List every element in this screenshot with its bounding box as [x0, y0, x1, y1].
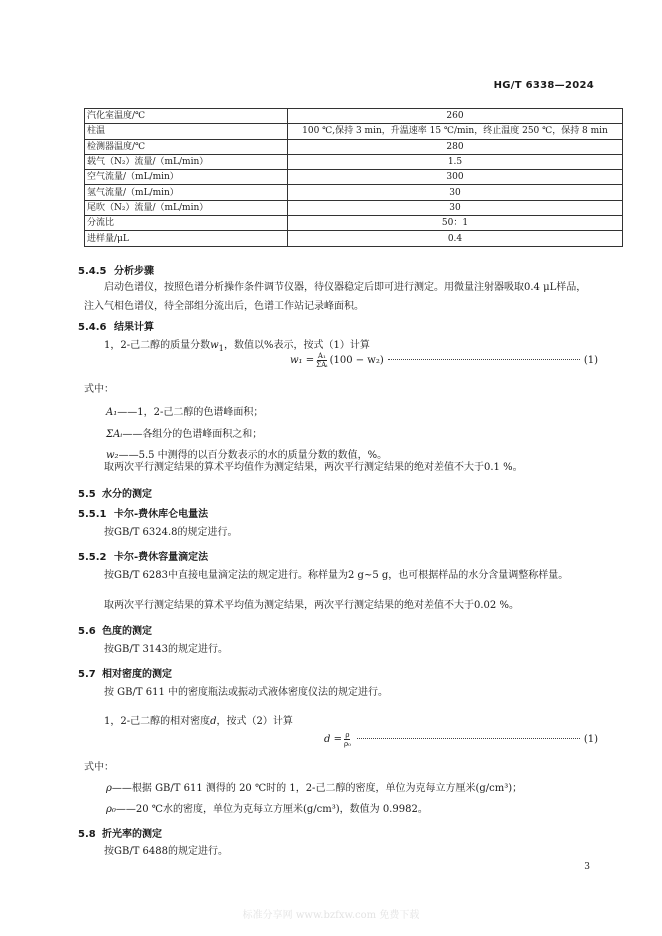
intro-text: 1，2-己二醇的相对密度	[104, 716, 211, 727]
section-number: 5.5.2	[78, 552, 107, 563]
eq-lhs: d =	[324, 734, 342, 745]
intro-text: ，按式（2）计算	[216, 716, 293, 727]
param-cell: 氢气流量/（mL/min）	[85, 185, 288, 200]
variable-symbol: ρ₀	[106, 804, 116, 815]
variable-symbol: ρ	[106, 783, 112, 794]
eq-label: (1)	[583, 734, 598, 745]
symbol-d: d	[210, 716, 217, 727]
section-title: 卡尔-费休库仑电量法	[114, 509, 209, 520]
value-cell: 50：1	[288, 216, 623, 231]
param-cell: 进样量/μL	[85, 231, 288, 246]
color-text: 按GB/T 3143的规定进行。	[104, 644, 229, 655]
table-row	[85, 154, 623, 169]
variable-symbol: ΣAᵢ	[106, 429, 123, 440]
section-number: 5.5.1	[78, 509, 107, 520]
section-heading-5-6	[78, 622, 152, 637]
variable-desc: ——各组分的色谱峰面积之和；	[122, 429, 263, 440]
section-number: 5.5	[78, 489, 96, 500]
variable-definition	[106, 425, 262, 440]
table-row	[85, 170, 623, 185]
analysis-steps-text: 启动色谱仪，按照色谱分析操作条件调节仪器，待仪器稳定后即可进行测定。用微量注射器吸取0.4 μL样品，注入气相色谱仪，待全部组分流出后，色谱工作站记录峰面积。	[84, 282, 587, 312]
symbol-w: w	[210, 340, 219, 351]
value-cell: 280	[288, 139, 623, 154]
variable-desc: ——根据 GB/T 611 测得的 20 ℃时的 1，2-己二醇的密度，单位为克每立方厘米(g/cm³)；	[111, 783, 523, 794]
eq-fraction	[344, 731, 351, 748]
where-label: 式中：	[84, 384, 114, 395]
variable-desc: ——20 ℃水的密度，单位为克每立方厘米(g/cm³)，数值为 0.9982。	[115, 804, 428, 815]
repeatability-text: 取两次平行测定结果的算术平均值为测定结果，两次平行测定结果的绝对差值不大于0.02 %。	[104, 600, 519, 611]
section-heading-5-4-5	[78, 262, 154, 277]
param-cell: 载气（N₂）流量/（mL/min）	[85, 154, 288, 169]
table-row	[85, 231, 623, 246]
watermark: 标准分享网 www.bzfxw.com 免费下载	[242, 910, 420, 921]
value-cell: 260	[288, 109, 623, 124]
eq-fraction	[316, 352, 327, 369]
value-cell: 0.4	[288, 231, 623, 246]
dot-leader	[357, 737, 580, 739]
section-title: 折光率的测定	[102, 829, 162, 840]
repeatability-text: 取两次平行测定结果的算术平均值作为测定结果，两次平行测定结果的绝对差值不大于0.1 %。	[104, 462, 523, 473]
eq-denominator: ΣAᵢ	[316, 361, 328, 369]
eq-label: (1)	[583, 355, 598, 366]
eq-numerator: ρ	[345, 731, 350, 739]
section-heading-5-8	[78, 825, 162, 840]
section-heading-5-5	[78, 485, 152, 500]
variable-definition	[106, 403, 263, 418]
page-number: 3	[584, 862, 590, 872]
value-cell: 30	[288, 185, 623, 200]
standard-code: HG/T 6338—2024	[493, 80, 594, 91]
param-cell: 柱温	[85, 124, 288, 139]
value-cell: 30	[288, 200, 623, 215]
section-number: 5.7	[78, 669, 96, 680]
table-row	[85, 185, 623, 200]
eq-denominator: ρ₀	[343, 740, 351, 748]
equation-2	[324, 731, 598, 748]
section-heading-5-5-1	[78, 505, 208, 520]
section-number: 5.8	[78, 829, 96, 840]
section-title: 色度的测定	[102, 626, 152, 637]
section-title: 分析步骤	[114, 266, 154, 277]
density-method-text: 按 GB/T 611 中的密度瓶法或振动式液体密度仪法的规定进行。	[104, 687, 388, 698]
value-cell: 300	[288, 170, 623, 185]
symbol-sub: 1	[218, 343, 224, 353]
section-number: 5.6	[78, 626, 96, 637]
variable-symbol: w₂	[106, 450, 119, 461]
eq-lhs: w₁ =	[290, 355, 315, 366]
section-heading-5-4-6	[78, 318, 154, 333]
dot-leader	[388, 358, 580, 360]
where-label: 式中：	[84, 762, 114, 773]
refractive-index-text: 按GB/T 6488的规定进行。	[104, 846, 229, 857]
eq-rhs: (100 − w₂)	[329, 355, 384, 366]
volumetric-text: 按GB/T 6283中直接电量滴定法的规定进行。称样量为2 g~5 g，也可根据样品的水分含量调整称样量。	[104, 570, 569, 581]
gc-conditions-table	[84, 108, 623, 247]
table-row	[85, 200, 623, 215]
section-number: 5.4.5	[78, 266, 107, 277]
variable-desc: ——5.5 中测得的以百分数表示的水的质量分数的数值，%。	[118, 450, 388, 461]
variable-definition	[106, 779, 522, 794]
table-row	[85, 109, 623, 124]
section-number: 5.4.6	[78, 322, 107, 333]
section-title: 结果计算	[114, 322, 154, 333]
table-row	[85, 139, 623, 154]
intro-text: 1，2-己二醇的质量分数	[104, 340, 211, 351]
section-title: 卡尔-费休容量滴定法	[114, 552, 209, 563]
variable-desc: ——1，2-己二醇的色谱峰面积；	[117, 407, 264, 418]
coulometric-text: 按GB/T 6324.8的规定进行。	[104, 527, 238, 538]
param-cell: 汽化室温度/℃	[85, 109, 288, 124]
param-cell: 检测器温度/℃	[85, 139, 288, 154]
equation-1	[290, 352, 598, 369]
value-cell: 100 ℃,保持 3 min，升温速率 15 ℃/min，终止温度 250 ℃，保持 8 min	[288, 124, 623, 139]
value-cell: 1.5	[288, 154, 623, 169]
eq-numerator: A₁	[317, 352, 326, 360]
section-title: 相对密度的测定	[102, 669, 172, 680]
section-heading-5-5-2	[78, 548, 208, 563]
variable-definition	[106, 800, 428, 815]
param-cell: 分流比	[85, 216, 288, 231]
intro-text: ，数值以%表示，按式（1）计算	[223, 340, 370, 351]
density-intro	[84, 712, 594, 731]
table-row	[85, 124, 623, 139]
section-heading-5-7	[78, 665, 172, 680]
param-cell: 尾吹（N₂）流量/（mL/min）	[85, 200, 288, 215]
param-cell: 空气流量/（mL/min）	[85, 170, 288, 185]
section-title: 水分的测定	[102, 489, 152, 500]
table-row	[85, 216, 623, 231]
variable-symbol: A₁	[106, 407, 118, 418]
